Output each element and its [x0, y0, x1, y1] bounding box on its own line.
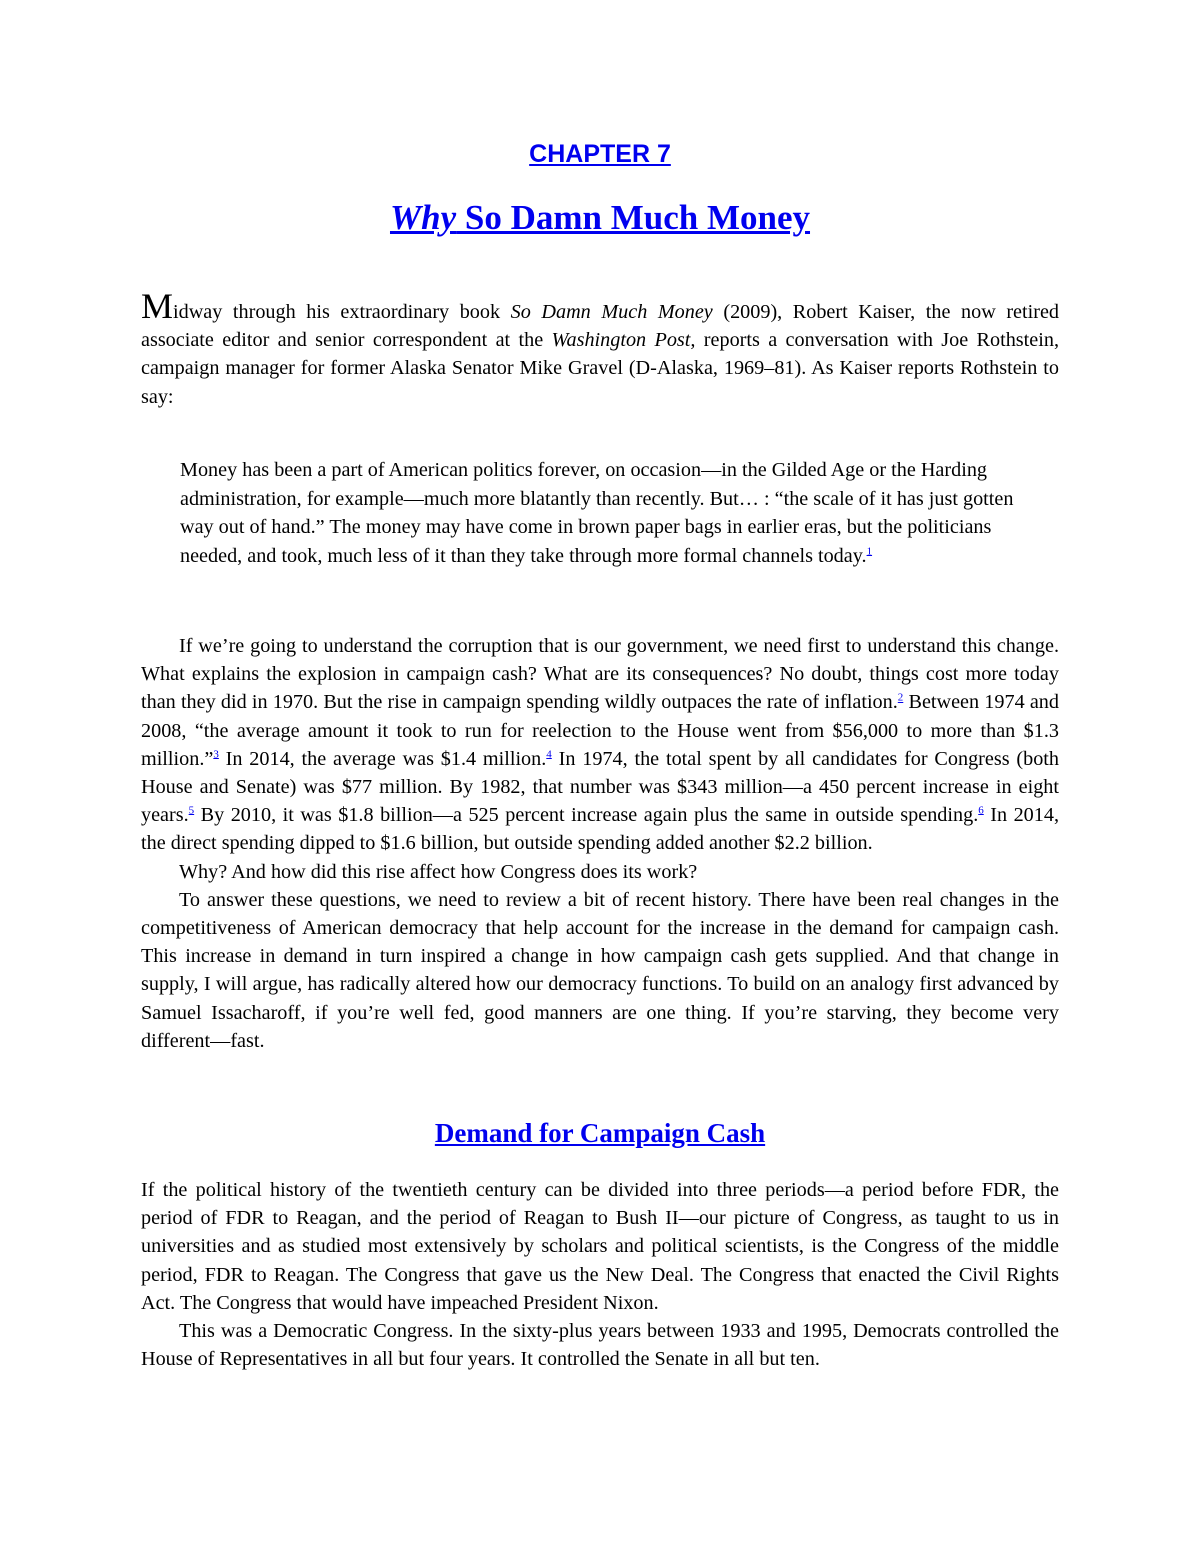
paragraph-periods: If the political history of the twentieth century can be divided into three periods—a period before FDR, the period of FDR to Reagan, and the period of Reagan to Bush II—our picture of Congress, as taught to us in universities and as studied most extensively by scholars and political scientists, is the Congress of the middle period, FDR to Reagan. The Congress that gave us the New Deal. The Congress that enacted the Civil Rights Act. The Congress that would have impeached President Nixon.: [141, 1179, 1059, 1314]
paragraph-why: Why? And how did this rise affect how Congress does its work?: [179, 860, 698, 883]
para-text: By 2010, it was $1.8 billion—a 525 percent increase again plus the same in outside spending.: [194, 804, 979, 827]
footnote-link-1[interactable]: 1: [866, 544, 873, 557]
intro-text-1: idway through his extraordinary book: [173, 301, 511, 323]
para-text: If we’re going to understand the corruption that is our government, we need first to understand this change. What explains the explosion in campaign cash? What are its consequences? No doubt, things cost more today than they did in 1970. But the rise in campaign spending wildly outpaces the rate of inflation.: [141, 635, 1059, 714]
para-text: In 1974, the total spent by all candidates for Congress (both House and Senate) was $77 million. By 1982, that number was $343 million—a 450 percent increase in eight years.: [141, 747, 1060, 827]
drop-cap: M: [141, 286, 174, 326]
para-text: In 2014, the average was $1.4 million.: [218, 747, 547, 770]
paragraph-explosion: [141, 632, 1059, 858]
quote-text: Money has been a part of American politics forever, on occasion—in the Gilded Age or the Harding administration, for example—much more blatantly than recently. But… : “the scale of it has just gotten way out of hand.” The money may have come in brown paper bags in earlier eras, but the politicians needed, and took, much less of it than they take through more formal channels today.: [180, 459, 1014, 567]
intro-text-2: (2009), Robert Kaiser, the now retired associate editor and senior correspondent at the: [141, 301, 1060, 352]
chapter-title[interactable]: [0, 198, 1200, 238]
demand-body: [141, 1176, 1059, 1373]
paragraph-democratic-congress: This was a Democratic Congress. In the sixty-plus years between 1933 and 1995, Democrats controlled the House of Representatives in all but four years. It controlled the Senate in all but ten.: [141, 1320, 1059, 1371]
chapter-title-emphasis: Why: [389, 198, 457, 237]
block-quote: [180, 456, 1030, 570]
footnote-link-5[interactable]: 5: [188, 804, 195, 817]
footnote-link-2[interactable]: 2: [897, 691, 904, 704]
main-body: [141, 632, 1059, 1055]
chapter-title-rest: So Damn Much Money: [456, 198, 811, 237]
chapter-label[interactable]: CHAPTER 7: [529, 140, 671, 168]
book-title: So Damn Much Money: [510, 301, 713, 323]
para-text: Between 1974 and 2008, “the average amount it took to run for reelection to the House went from $56,000 to more than $1.3 million.”: [141, 691, 1059, 770]
newspaper-title: Washington Post,: [551, 329, 696, 352]
para-text: In 2014, the direct spending dipped to $1.6 billion, but outside spending added another $2.2 billion.: [141, 804, 1059, 855]
paragraph-history: To answer these questions, we need to review a bit of recent history. There have been real changes in the competitiveness of American democracy that help account for the increase in the demand for campaign cash. This increase in demand in turn inspired a change in how campaign cash gets supplied. And that change in supply, I will argue, has radically altered how our democracy functions. To build on an analogy first advanced by Samuel Issacharoff, if you’re well fed, good manners are one thing. If you’re starving, they become very different—fast.: [141, 888, 1059, 1052]
footnote-link-6[interactable]: 6: [978, 804, 984, 817]
section-heading[interactable]: Demand for Campaign Cash: [434, 1118, 766, 1148]
footnote-link-3[interactable]: 3: [213, 748, 219, 761]
intro-paragraph: [141, 286, 1060, 411]
intro-text-3: reports a conversation with Joe Rothstein, campaign manager for former Alaska Senator Mike Gravel (D-Alaska, 1969–81). As Kaiser reports Rothstein to say:: [141, 329, 1059, 408]
footnote-link-4[interactable]: 4: [546, 748, 552, 761]
